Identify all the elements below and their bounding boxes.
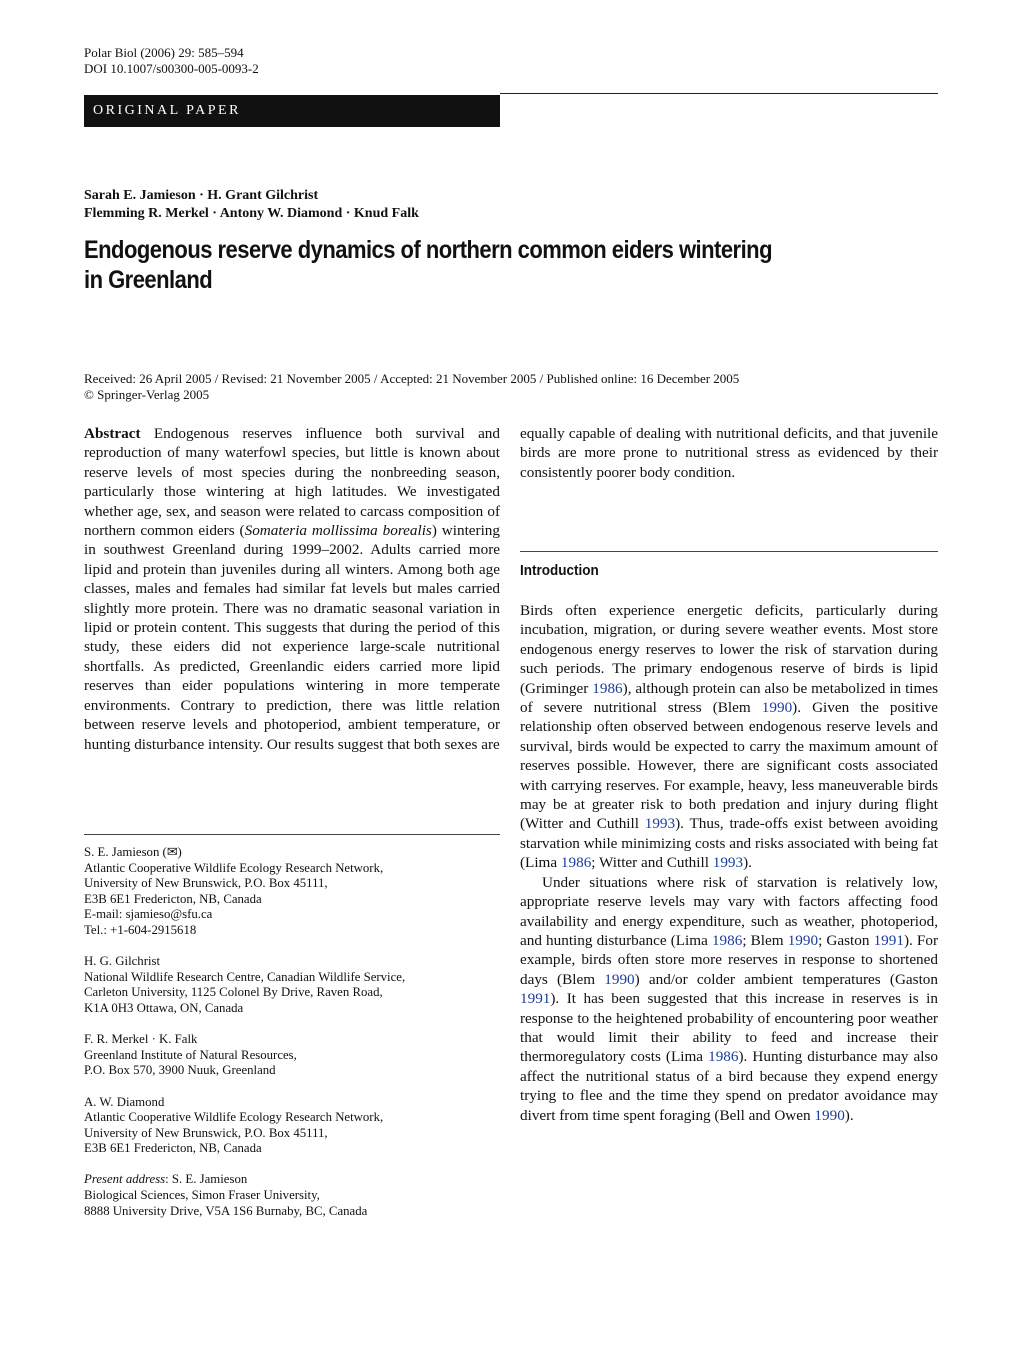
email[interactable]: E-mail: sjamieso@sfu.ca (84, 907, 213, 922)
publication-dates (84, 371, 944, 403)
citation-link[interactable]: 1990 (814, 1106, 845, 1124)
text-run: ). (743, 854, 752, 872)
affiliation-line: E3B 6E1 Fredericton, NB, Canada (84, 891, 262, 906)
affiliation-block (84, 845, 504, 939)
author-list (84, 187, 419, 223)
paragraph (520, 601, 938, 873)
citation-link[interactable]: 1986 (708, 1048, 739, 1066)
title-line: Endogenous reserve dynamics of northern common eiders wintering (84, 236, 773, 264)
species-name: Somateria mollissima borealis (244, 522, 432, 540)
history-dates: Received: 26 April 2005 / Revised: 21 November 2005 / Accepted: 21 November 2005 / Published online: 16 December 2005 (84, 371, 740, 386)
affiliation-line: H. G. Gilchrist (84, 954, 161, 969)
present-address-name: : S. E. Jamieson (165, 1172, 248, 1187)
affiliations (84, 845, 504, 1235)
text-run: ). (844, 1106, 854, 1124)
author-line: Sarah E. Jamieson · H. Grant Gilchrist (84, 188, 319, 203)
abstract-label: Abstract (84, 425, 141, 442)
text-run: ; Gaston (818, 931, 874, 949)
footnote-rule (84, 834, 500, 835)
text-run: ). Hunting disturbance may also affect the nutritional status of a bird because they expend energy trying to flee and the time they spend on predator avoidance may divert from time spent foraging (Bell and Owen (520, 1048, 938, 1124)
article-type-badge: ORIGINAL PAPER (84, 95, 500, 127)
affiliation-line: Atlantic Cooperative Wildlife Ecology Research Network, (84, 1110, 384, 1125)
telephone: Tel.: +1-604-2915618 (84, 922, 197, 937)
affiliation-line: University of New Brunswick, P.O. Box 45111, (84, 876, 328, 891)
abstract-continuation (520, 424, 938, 482)
text-run: ; Witter and Cuthill (591, 854, 713, 872)
citation-link[interactable]: 1993 (712, 854, 744, 872)
abstract-text: ) wintering in southwest Greenland during 1999–2002. Adults carried more lipid and protein than juveniles during all winters. Among both age classes, males and females had similar fat levels but males carried slightly more protein. There was no dramatic seasonal variation in lipid or protein content. This suggests that during the period of this study, these eiders did not experience large-scale nutritional shortfalls. As predicted, Greenlandic eiders carried more lipid reserves than eider populations wintering in more temperate environments. Contrary to prediction, there was little relation between reserve levels and photoperiod, ambient temperature, or hunting disturbance intensity. Our results suggest that both sexes are (84, 522, 500, 753)
text-run: ). For example, birds often store more reserves in response to shortened days (Blem (520, 931, 939, 988)
paragraph (520, 873, 938, 1125)
citation-link[interactable]: 1990 (787, 931, 819, 949)
present-address-heading (84, 1172, 504, 1188)
introduction-body (520, 601, 938, 1125)
text-run: ). Given the positive relationship often observed between endogenous reserve levels and survival, birds would be expected to carry the maximum amount of reserves possible. However, there are significant costs associated with carrying reserves. For example, heavy, less maneuverable birds may be at greater risk to both predation and injury during flight (Witter and Cuthill (520, 699, 938, 833)
abstract-text: Endogenous reserves influence both survival and reproduction of many waterfowl species, but little is known about reserve levels of most species during the nonbreeding season, particularly those wintering at high latitudes. We investigated whether age, sex, and season were related to carcass composition of northern common eiders ( (84, 425, 500, 540)
text-run: ) and/or colder ambient temperatures (Gaston (634, 970, 938, 988)
text-run: Birds often experience energetic deficits, particularly during incubation, migration, or during severe weather events. Most store endogenous energy reserves to lower the risk of starvation during such periods. The primary endogenous reserve of birds is lipid (Griminger (520, 602, 938, 697)
copyright: © Springer-Verlag 2005 (84, 387, 210, 402)
affiliation-line: University of New Brunswick, P.O. Box 45111, (84, 1125, 328, 1140)
affiliation-line: K1A 0H3 Ottawa, ON, Canada (84, 1000, 244, 1015)
journal-citation: Polar Biol (2006) 29: 585–594 (84, 45, 244, 60)
affiliation-line: F. R. Merkel · K. Falk (84, 1032, 198, 1047)
section-rule (520, 551, 938, 552)
citation-link[interactable]: 1986 (711, 931, 743, 949)
abstract (84, 424, 500, 754)
affiliation-line: A. W. Diamond (84, 1094, 165, 1109)
citation-link[interactable]: 1991 (520, 990, 551, 1008)
affiliation-line: P.O. Box 570, 3900 Nuuk, Greenland (84, 1063, 276, 1078)
text-run: ), although protein can also be metabolized in times of severe nutritional stress (Blem (520, 679, 938, 717)
affiliation-line: S. E. Jamieson (✉) (84, 845, 182, 859)
author-line: Flemming R. Merkel · Antony W. Diamond · Knud Falk (84, 206, 419, 221)
citation-link[interactable]: 1990 (604, 970, 635, 988)
journal-doi: DOI 10.1007/s00300-005-0093-2 (84, 61, 259, 76)
article-title (84, 235, 823, 295)
introduction-heading: Introduction (520, 562, 599, 579)
text-run: ). It has been suggested that this increase in reserves is in response to the heightened probability of encountering poor weather that would limit their ability to feed and increase their thermoregulatory costs (Lima (520, 990, 938, 1066)
text-run: Under situations where risk of starvation is relatively low, appropriate reserve levels may vary with factors affecting food availability and energy expenditure, such as weather, photoperiod, and hunting disturbance (Lima (520, 873, 938, 949)
affiliation-line: National Wildlife Research Centre, Canadian Wildlife Service, (84, 969, 406, 984)
affiliation-block (84, 954, 504, 1016)
citation-link[interactable]: 1986 (592, 679, 623, 697)
citation-link[interactable]: 1991 (873, 931, 904, 949)
citation-link[interactable]: 1986 (560, 854, 592, 872)
affiliation-line: Biological Sciences, Simon Fraser University, (84, 1188, 320, 1203)
title-line: in Greenland (84, 266, 213, 294)
text-run: ; Blem (742, 931, 788, 949)
affiliation-line: Greenland Institute of Natural Resources, (84, 1047, 297, 1062)
affiliation-block (84, 1032, 504, 1079)
citation-link[interactable]: 1990 (761, 699, 793, 717)
affiliation-block (84, 1095, 504, 1157)
present-address (84, 1172, 504, 1219)
abstract-continuation-text: equally capable of dealing with nutritional deficits, and that juvenile birds are more prone to nutritional stress as evidenced by their consistently poorer body condition. (520, 425, 938, 481)
present-address-label: Present address (84, 1172, 166, 1187)
affiliation-line: 8888 University Drive, V5A 1S6 Burnaby, BC, Canada (84, 1203, 368, 1218)
affiliation-line: Carleton University, 1125 Colonel By Drive, Raven Road, (84, 985, 383, 1000)
affiliation-line: Atlantic Cooperative Wildlife Ecology Research Network, (84, 860, 384, 875)
journal-info (84, 45, 259, 77)
citation-link[interactable]: 1993 (644, 815, 676, 833)
affiliation-line: E3B 6E1 Fredericton, NB, Canada (84, 1141, 262, 1156)
text-run: ). Thus, trade-offs exist between avoiding starvation while minimizing costs and risks associated with being fat (Lima (520, 815, 938, 872)
header-rule (500, 93, 938, 94)
